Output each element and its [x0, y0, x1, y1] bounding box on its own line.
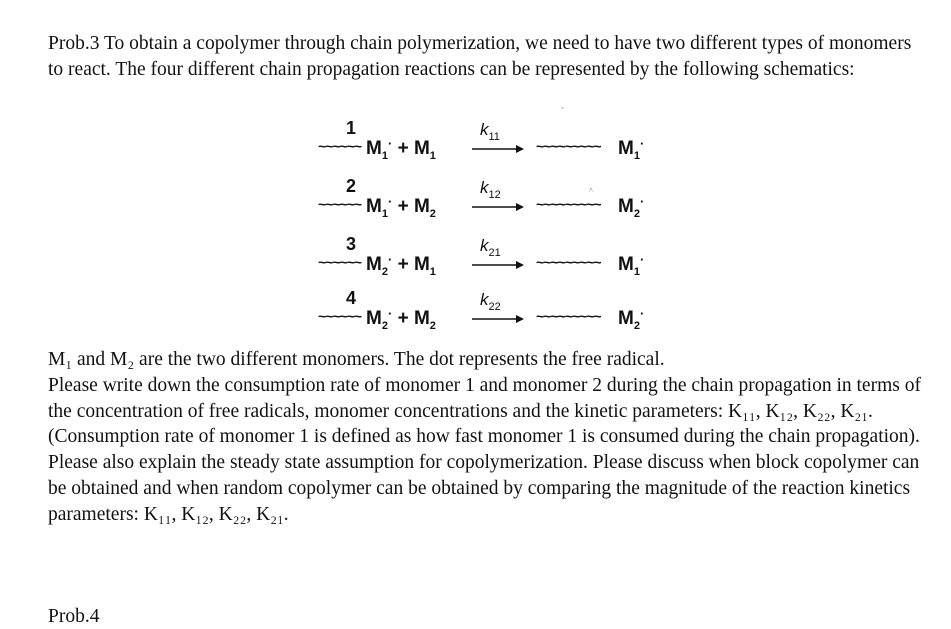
reaction-row: [318, 118, 658, 168]
question-text: Please write down the consumption rate of monomer 1 and monomer 2 during the chain propagation in terms of the concentration of free radicals, monomer concentrations and the kinetic parameters: K₁₁, K₁₂, K₂₂, K₂₁. (Consumption rate of monomer 1 is defined as how fast monomer 1 is consumed during the chain propagation). Please also explain the steady state assumption for copolymerization. Please discuss when block copolymer can be obtained and when random copolymer can be obtained by comparing the magnitude of the reaction kinetics parameters: K₁₁, K₁₂, K₂₂, K₂₁.: [48, 374, 921, 525]
reaction-lhs: $M_1^\cdot + M_2$: [366, 194, 436, 220]
arrow-icon: [472, 314, 524, 324]
reaction-product: $M_2^\cdot$: [618, 306, 645, 332]
rate-constant: $k_{22}$: [480, 290, 501, 313]
scan-speck: ˇ: [561, 106, 564, 115]
monomer-definition: M₁ and M₂ are the two different monomers. The dot represents the free radical.: [48, 349, 665, 370]
reaction-product: $M_2^\cdot$: [618, 194, 645, 220]
chain-tilde: ~~~~~~~~~: [536, 196, 601, 212]
reaction-number: 4: [346, 288, 357, 308]
problem-body: [48, 347, 928, 528]
rate-constant: $k_{12}$: [480, 178, 501, 201]
reaction-lhs: $M_1^\cdot + M_1$: [366, 136, 436, 162]
reaction-product: $M_1^\cdot$: [618, 252, 645, 278]
problem-intro: Prob.3 To obtain a copolymer through chain polymerization, we need to have two different types of monomers to react. The four different chain propagation reactions can be represented by the following schematics:: [48, 33, 912, 80]
arrow-icon: [472, 202, 524, 212]
reaction-product: $M_1^\cdot$: [618, 136, 645, 162]
chain-tilde: ~~~~~~: [318, 196, 362, 212]
next-problem-heading: Prob.4: [48, 606, 100, 627]
reaction-row: [318, 288, 658, 338]
chain-tilde: ~~~~~~: [318, 138, 362, 154]
arrow-icon: [472, 260, 524, 270]
reaction-row: [318, 234, 658, 284]
chain-tilde: ~~~~~~: [318, 308, 362, 324]
chain-tilde: ~~~~~~: [318, 254, 362, 270]
scan-speck: ^: [589, 186, 593, 195]
reaction-number: 3: [346, 234, 357, 254]
reaction-row: [318, 176, 658, 226]
reaction-number: 2: [346, 176, 357, 196]
reaction-number: 1: [346, 118, 357, 138]
chain-tilde: ~~~~~~~~~: [536, 254, 601, 270]
arrow-icon: [472, 144, 524, 154]
reaction-lhs: $M_2^\cdot + M_2$: [366, 306, 436, 332]
chain-tilde: ~~~~~~~~~: [536, 138, 601, 154]
reaction-scheme: [318, 118, 658, 348]
chain-tilde: ~~~~~~~~~: [536, 308, 601, 324]
rate-constant: $k_{21}$: [480, 236, 501, 259]
reaction-lhs: $M_2^\cdot + M_1$: [366, 252, 436, 278]
rate-constant: $k_{11}$: [480, 120, 500, 143]
